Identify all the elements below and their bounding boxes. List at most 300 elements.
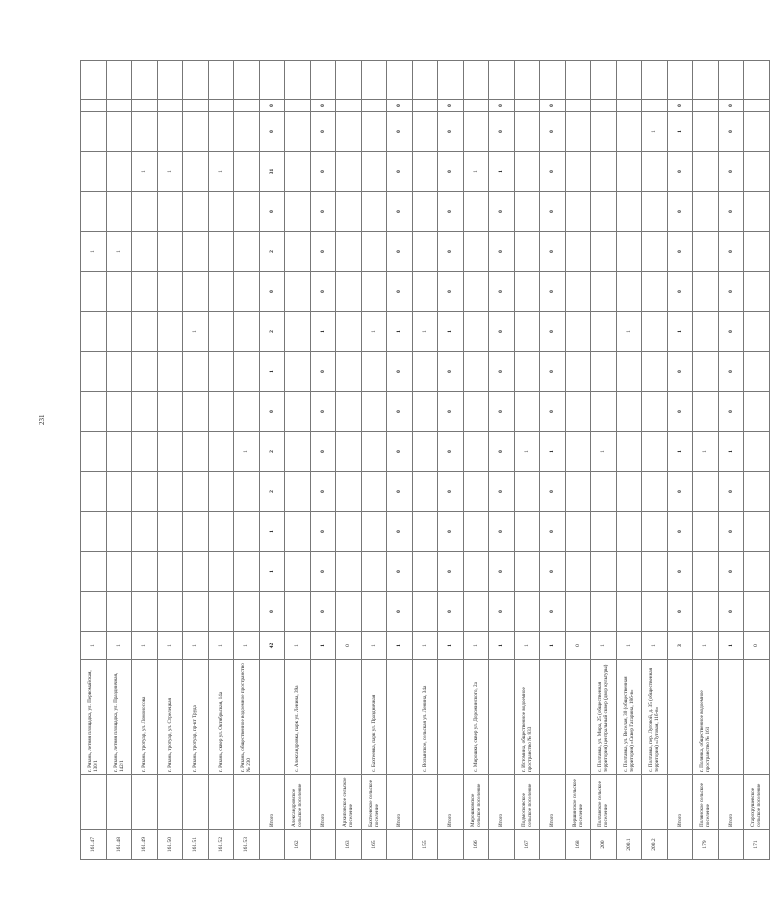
value-cell [744, 272, 770, 312]
address-cell: г. Рязань, летняя площадка, ул. Праздничная, 142/1 [106, 660, 132, 775]
row-id-cell: 155 [412, 830, 438, 860]
row-id-cell: 200.2 [642, 830, 668, 860]
value-cell: 1 [693, 432, 719, 472]
value-cell [208, 272, 234, 312]
settlement-name-cell [642, 775, 668, 830]
value-cell: 0 [718, 232, 744, 272]
value-cell [157, 512, 183, 552]
value-cell: 1 [183, 632, 209, 660]
address-cell [310, 660, 336, 775]
value-cell [565, 512, 591, 552]
value-cell [463, 512, 489, 552]
value-cell [463, 312, 489, 352]
value-cell [132, 592, 158, 632]
value-cell [208, 592, 234, 632]
value-cell [157, 432, 183, 472]
value-cell [514, 592, 540, 632]
value-cell: 0 [718, 352, 744, 392]
value-cell [514, 272, 540, 312]
value-cell: 1 [234, 432, 260, 472]
value-cell [412, 112, 438, 152]
value-cell [234, 592, 260, 632]
row-id-cell [259, 830, 285, 860]
table-row [361, 61, 387, 860]
table-row [514, 61, 540, 860]
value-cell: 0 [718, 112, 744, 152]
row-id-cell: 161.52 [208, 830, 234, 860]
value-cell: 1 [106, 232, 132, 272]
table-body [81, 61, 770, 860]
value-cell [361, 472, 387, 512]
value-cell: 0 [718, 100, 744, 112]
value-cell [693, 152, 719, 192]
row-id-cell [310, 830, 336, 860]
value-cell: 1 [310, 632, 336, 660]
value-cell: 1 [310, 312, 336, 352]
value-cell [565, 552, 591, 592]
address-cell [438, 660, 464, 775]
value-cell: 0 [540, 272, 566, 312]
address-cell: г. Истомина, общественное водоемное пространство № 833 [514, 660, 540, 775]
value-cell: 1 [157, 632, 183, 660]
settlement-name-cell: Итого [438, 775, 464, 830]
value-cell [234, 232, 260, 272]
value-cell [744, 152, 770, 192]
value-cell: 1 [81, 632, 107, 660]
value-cell [642, 552, 668, 592]
value-cell [336, 352, 362, 392]
value-cell [81, 272, 107, 312]
value-cell [744, 192, 770, 232]
blank-cell [361, 61, 387, 100]
table-container [80, 60, 763, 860]
value-cell [693, 352, 719, 392]
value-cell [81, 552, 107, 592]
value-cell: 0 [540, 592, 566, 632]
row-id-cell: 200 [591, 830, 617, 860]
value-cell: 0 [438, 272, 464, 312]
row-id-cell: 161.53 [234, 830, 260, 860]
value-cell [642, 152, 668, 192]
table-row [591, 61, 617, 860]
row-id-cell: 162 [285, 830, 311, 860]
settlement-name-cell [106, 775, 132, 830]
table-row [744, 61, 770, 860]
value-cell [183, 392, 209, 432]
value-cell [336, 100, 362, 112]
value-cell: 0 [438, 432, 464, 472]
value-cell [565, 112, 591, 152]
value-cell: 0 [718, 552, 744, 592]
value-cell [234, 152, 260, 192]
value-cell: 0 [259, 100, 285, 112]
value-cell [591, 592, 617, 632]
value-cell [285, 512, 311, 552]
value-cell [157, 472, 183, 512]
table-row [285, 61, 311, 860]
value-cell: 0 [718, 152, 744, 192]
value-cell: 1 [489, 152, 515, 192]
value-cell: 0 [310, 152, 336, 192]
value-cell [565, 352, 591, 392]
blank-cell [463, 61, 489, 100]
blank-cell [387, 61, 413, 100]
value-cell: 0 [438, 592, 464, 632]
value-cell [208, 512, 234, 552]
value-cell [463, 232, 489, 272]
value-cell [463, 112, 489, 152]
value-cell [132, 512, 158, 552]
value-cell [642, 432, 668, 472]
value-cell: 1 [591, 632, 617, 660]
value-cell [616, 472, 642, 512]
blank-cell [310, 61, 336, 100]
value-cell: 0 [718, 392, 744, 432]
settlement-name-cell [412, 775, 438, 830]
row-id-cell: 163 [336, 830, 362, 860]
value-cell [183, 232, 209, 272]
row-id-cell: 168 [565, 830, 591, 860]
value-cell: 1 [591, 432, 617, 472]
value-cell: 1 [259, 352, 285, 392]
blank-cell [540, 61, 566, 100]
value-cell [744, 232, 770, 272]
value-cell: 0 [438, 512, 464, 552]
value-cell: 2 [259, 312, 285, 352]
blank-cell [565, 61, 591, 100]
value-cell [183, 352, 209, 392]
value-cell: 0 [667, 592, 693, 632]
value-cell: 0 [438, 392, 464, 432]
value-cell: 1 [642, 112, 668, 152]
address-cell [259, 660, 285, 775]
value-cell [361, 392, 387, 432]
value-cell: 1 [667, 312, 693, 352]
value-cell [157, 352, 183, 392]
value-cell: 0 [667, 512, 693, 552]
row-id-cell: 161.47 [81, 830, 107, 860]
value-cell [591, 112, 617, 152]
value-cell: 1 [616, 312, 642, 352]
value-cell: 0 [259, 112, 285, 152]
value-cell: 0 [387, 552, 413, 592]
value-cell [157, 100, 183, 112]
value-cell [463, 192, 489, 232]
value-cell [81, 592, 107, 632]
value-cell [565, 432, 591, 472]
table-row [106, 61, 132, 860]
value-cell: 0 [540, 112, 566, 152]
value-cell: 0 [540, 352, 566, 392]
value-cell [693, 232, 719, 272]
value-cell: 0 [489, 432, 515, 472]
value-cell [106, 512, 132, 552]
row-id-cell: 171 [744, 830, 770, 860]
value-cell: 0 [667, 100, 693, 112]
value-cell: 0 [387, 592, 413, 632]
value-cell: 0 [387, 392, 413, 432]
value-cell: 1 [514, 432, 540, 472]
value-cell: 0 [387, 232, 413, 272]
table-row [387, 61, 413, 860]
value-cell: 0 [310, 432, 336, 472]
value-cell [642, 392, 668, 432]
value-cell [412, 152, 438, 192]
value-cell: 0 [438, 152, 464, 192]
value-cell: 1 [438, 312, 464, 352]
settlement-name-cell [132, 775, 158, 830]
value-cell: 1 [463, 632, 489, 660]
value-cell [565, 100, 591, 112]
value-cell: 1 [208, 152, 234, 192]
value-cell [157, 112, 183, 152]
settlement-name-cell: Полтавское сельское поселение [591, 775, 617, 830]
address-cell: с. Полтавка, пер. Луговой, д. 35 (общественная территория) «Луговая, 11б-в» [642, 660, 668, 775]
settlement-name-cell: Итого [489, 775, 515, 830]
blank-cell [412, 61, 438, 100]
value-cell: 1 [667, 432, 693, 472]
value-cell: 0 [540, 512, 566, 552]
value-cell [285, 100, 311, 112]
blank-cell [183, 61, 209, 100]
value-cell [106, 112, 132, 152]
value-cell [81, 352, 107, 392]
value-cell: 0 [667, 472, 693, 512]
value-cell: 0 [387, 472, 413, 512]
value-cell: 1 [718, 632, 744, 660]
value-cell: 0 [387, 272, 413, 312]
value-cell [336, 112, 362, 152]
value-cell [591, 100, 617, 112]
table-row [616, 61, 642, 860]
value-cell [285, 312, 311, 352]
value-cell [591, 512, 617, 552]
value-cell [693, 472, 719, 512]
value-cell: 0 [667, 272, 693, 312]
value-cell [412, 472, 438, 512]
value-cell: 0 [310, 472, 336, 512]
table-row [718, 61, 744, 860]
value-cell: 0 [718, 192, 744, 232]
value-cell [106, 272, 132, 312]
value-cell: 1 [259, 512, 285, 552]
value-cell: 1 [642, 632, 668, 660]
value-cell [208, 352, 234, 392]
settlement-name-cell: Старохрушевское сельское поселение [744, 775, 770, 830]
value-cell: 3 [667, 632, 693, 660]
value-cell [565, 152, 591, 192]
value-cell [514, 112, 540, 152]
table-row [132, 61, 158, 860]
value-cell: 1 [693, 632, 719, 660]
value-cell [285, 472, 311, 512]
value-cell [565, 312, 591, 352]
value-cell [81, 152, 107, 192]
value-cell [183, 472, 209, 512]
address-cell: г. Полянка, общественное водоемное пространство № 161 [693, 660, 719, 775]
rotated-table-area [80, 60, 763, 860]
row-id-cell: 165 [361, 830, 387, 860]
value-cell: 0 [310, 512, 336, 552]
value-cell: 0 [489, 552, 515, 592]
value-cell [234, 312, 260, 352]
value-cell [463, 352, 489, 392]
value-cell: 0 [259, 272, 285, 312]
page-number: 231 [38, 414, 46, 425]
value-cell [744, 552, 770, 592]
value-cell: 0 [489, 392, 515, 432]
value-cell [463, 472, 489, 512]
value-cell [361, 432, 387, 472]
blank-cell [667, 61, 693, 100]
value-cell [463, 392, 489, 432]
value-cell [336, 232, 362, 272]
blank-cell [259, 61, 285, 100]
row-id-cell [489, 830, 515, 860]
value-cell [132, 552, 158, 592]
settlement-name-cell: Подмосковское сельское поселение [514, 775, 540, 830]
value-cell [565, 392, 591, 432]
value-cell [744, 100, 770, 112]
value-cell: 0 [667, 152, 693, 192]
value-cell [412, 232, 438, 272]
value-cell: 0 [489, 272, 515, 312]
value-cell [285, 152, 311, 192]
settlement-name-cell [234, 775, 260, 830]
value-cell [591, 312, 617, 352]
value-cell [642, 192, 668, 232]
value-cell: 0 [259, 592, 285, 632]
value-cell [81, 100, 107, 112]
blank-cell [234, 61, 260, 100]
row-id-cell: 161.51 [183, 830, 209, 860]
value-cell [361, 272, 387, 312]
row-id-cell: 166 [463, 830, 489, 860]
value-cell [208, 552, 234, 592]
value-cell [234, 112, 260, 152]
value-cell: 0 [718, 512, 744, 552]
settlement-name-cell: Полянское сельское поселение [693, 775, 719, 830]
value-cell: 1 [438, 632, 464, 660]
value-cell [693, 592, 719, 632]
table-row [259, 61, 285, 860]
value-cell [132, 100, 158, 112]
value-cell: 0 [744, 632, 770, 660]
value-cell: 0 [667, 232, 693, 272]
value-cell: 0 [540, 312, 566, 352]
value-cell [336, 272, 362, 312]
value-cell [106, 592, 132, 632]
value-cell [744, 352, 770, 392]
value-cell: 2 [259, 232, 285, 272]
value-cell [514, 100, 540, 112]
address-cell [718, 660, 744, 775]
value-cell [693, 392, 719, 432]
row-id-cell: 167 [514, 830, 540, 860]
address-cell [667, 660, 693, 775]
value-cell [361, 352, 387, 392]
value-cell [616, 552, 642, 592]
value-cell: 0 [540, 192, 566, 232]
value-cell: 0 [387, 352, 413, 392]
value-cell: 0 [438, 112, 464, 152]
value-cell: 1 [183, 312, 209, 352]
value-cell: 1 [616, 632, 642, 660]
value-cell [234, 100, 260, 112]
value-cell [412, 512, 438, 552]
value-cell [514, 312, 540, 352]
table-row [81, 61, 107, 860]
value-cell: 0 [310, 232, 336, 272]
value-cell [514, 552, 540, 592]
value-cell [463, 592, 489, 632]
value-cell [591, 192, 617, 232]
address-cell: г. Рязань, летняя площадка, ул. Первомайская, 130/1 [81, 660, 107, 775]
value-cell: 0 [387, 112, 413, 152]
value-cell [336, 432, 362, 472]
address-cell: с. Мирошки, сквер ул. Дорожинского, 2а [463, 660, 489, 775]
value-cell [591, 232, 617, 272]
value-cell [616, 232, 642, 272]
settlement-name-cell: Итого [718, 775, 744, 830]
value-cell [208, 392, 234, 432]
value-cell [693, 100, 719, 112]
address-cell [387, 660, 413, 775]
value-cell [412, 432, 438, 472]
value-cell [234, 552, 260, 592]
value-cell: 0 [718, 472, 744, 512]
value-cell [744, 312, 770, 352]
value-cell [616, 432, 642, 472]
value-cell [132, 272, 158, 312]
table-row [336, 61, 362, 860]
value-cell [361, 192, 387, 232]
value-cell: 1 [412, 312, 438, 352]
value-cell [744, 592, 770, 632]
value-cell: 0 [310, 272, 336, 312]
address-cell [565, 660, 591, 775]
address-cell [489, 660, 515, 775]
row-id-cell [718, 830, 744, 860]
value-cell: 1 [234, 632, 260, 660]
value-cell [591, 552, 617, 592]
value-cell [616, 192, 642, 232]
value-cell [81, 312, 107, 352]
value-cell [591, 352, 617, 392]
address-cell: с. Волынское, сельская ул. Ленина, 34а [412, 660, 438, 775]
blank-cell [693, 61, 719, 100]
value-cell [693, 312, 719, 352]
address-cell: с. Бахтеевка, парк ул. Праздничная [361, 660, 387, 775]
table-row [667, 61, 693, 860]
value-cell [183, 512, 209, 552]
value-cell: 0 [387, 152, 413, 192]
value-cell: 1 [412, 632, 438, 660]
data-table [80, 60, 770, 860]
value-cell: 0 [489, 112, 515, 152]
value-cell: 0 [438, 232, 464, 272]
value-cell [285, 232, 311, 272]
value-cell: 0 [310, 100, 336, 112]
value-cell [208, 192, 234, 232]
row-id-cell [540, 830, 566, 860]
value-cell [132, 392, 158, 432]
address-cell [744, 660, 770, 775]
value-cell: 0 [718, 272, 744, 312]
value-cell [285, 552, 311, 592]
settlement-name-cell [183, 775, 209, 830]
value-cell [336, 192, 362, 232]
